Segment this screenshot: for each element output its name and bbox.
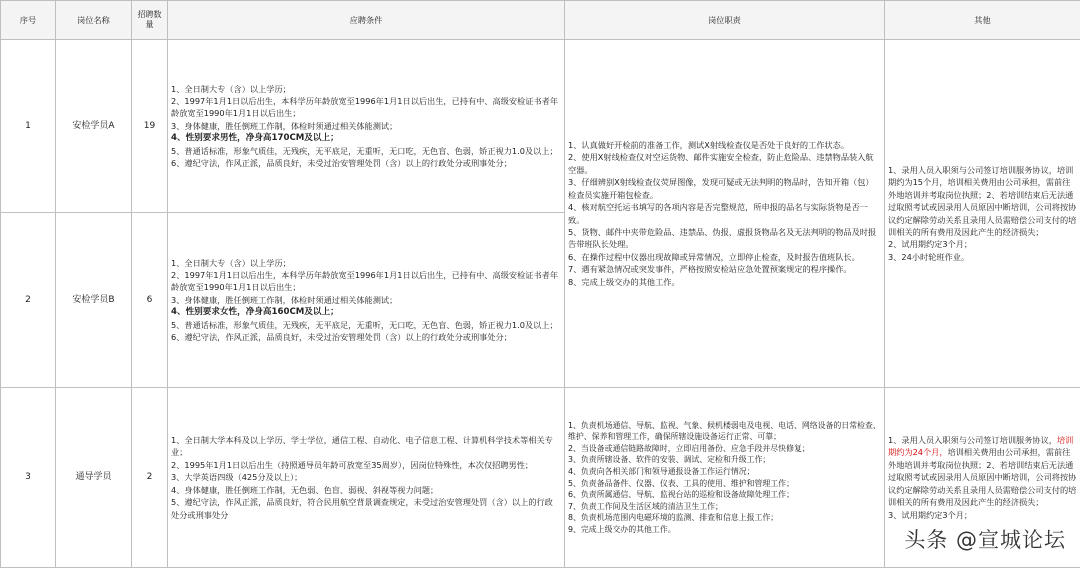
duty-line: 6、在操作过程中仪器出现故障或异常情况，立即停止检查，及时报告值班队长。 (568, 251, 860, 262)
row-name: 安检学员B (56, 213, 132, 388)
duty-line: 4、负责向各相关部门和领导通报设备工作运行情况； (568, 466, 755, 476)
duty-line: 7、遇有紧急情况或突发事件，严格按照安检站应急处置预案规定的程序操作。 (568, 264, 852, 275)
security-duties-cell (565, 40, 885, 388)
duty-line: 1、认真做好开检前的准备工作，测试X射线检查仪是否处于良好的工作状态。 (568, 140, 850, 151)
row-count: 19 (132, 40, 168, 213)
duty-line: 8、负责机场范围内电磁环境的监测、排查和信息上报工作； (568, 513, 779, 523)
condition-line: 1、全日制大学本科及以上学历、学士学位，通信工程、自动化、电子信息工程、计算机科学技术等相关专业； (171, 435, 553, 458)
header-count: 招聘数量 (132, 1, 168, 40)
row-count: 2 (132, 388, 168, 568)
condition-line: 5、普通话标准，形象气质佳，无残疾，无平底足，无重听，无口吃，无色盲、色弱，矫正视力1.0及以上； (171, 145, 558, 156)
other-line: 3、24小时轮班作业。 (888, 251, 970, 262)
duty-line: 4、核对航空托运书填写的各项内容是否完整规范，所申报的品名与实际货物是否一致。 (568, 202, 868, 225)
duty-line: 8、完成上级交办的其他工作。 (568, 276, 680, 287)
security-others-cell (885, 40, 1080, 388)
duty-line: 9、完成上级交办的其他工作。 (568, 524, 676, 534)
header-duties: 岗位职责 (565, 1, 885, 40)
duty-line: 3、负责所辖设备、软件的安装、调试、定检和升级工作； (568, 455, 771, 465)
table-row (1, 40, 1080, 213)
duty-line: 6、负责所属通信、导航、监视台站的巡检和设备故障处理工作； (568, 490, 794, 500)
condition-line: 4、身体健康，胜任倒班工作制，无色弱、色盲、弱视、斜视等视力问题； (171, 484, 439, 495)
header-others: 其他 (885, 1, 1080, 40)
row-no: 3 (1, 388, 56, 568)
condition-line: 3、大学英语四级（425分及以上）； (171, 472, 303, 483)
other-line (888, 434, 1077, 508)
condition-line: 5、遵纪守法，作风正派，品质良好，符合民用航空背景调查规定，未受过治安管理处罚（含）以上的行政处分或刑事处分 (171, 497, 553, 520)
duties-cell (565, 388, 885, 568)
condition-line: 2、1995年1月1日以后出生（持照通导员年龄可放宽至35周岁），因岗位特殊性，本次仅招聘男性； (171, 459, 534, 470)
duty-line: 5、货物、邮件中夹带危险品、违禁品、伪报、虚报货物品名及无法判明的物品及时报告带班队长处理。 (568, 226, 877, 250)
condition-line: 1、全日制大专（含）以上学历； (171, 83, 291, 94)
header-name: 岗位名称 (56, 1, 132, 40)
watermark: 头条 @宣城论坛 (904, 528, 1066, 552)
duty-line: 7、负责工作间及生活区域的清洁卫生工作； (568, 501, 723, 511)
header-conditions: 应聘条件 (168, 1, 565, 40)
row-count: 6 (132, 213, 168, 388)
other-text: 培训相关费用由公司承担，需前往外地培训并考取岗位执照；2、若培训结束后无法通过取照考试或因录用人员原因中断培训，公司将按协议约定解除劳动关系且录用人员需赔偿公司支付的培训相关的所有费用及因此产生的经济损失； (888, 447, 1077, 508)
condition-line-gender: 4、性别要求男性，净身高170CM及以上； (171, 133, 339, 144)
row-name: 安检学员A (56, 40, 132, 213)
row-name: 通导学员 (56, 388, 132, 568)
duty-line: 5、负责备品备件、仪器、仪表、工具的使用、维护和管理工作； (568, 478, 794, 488)
other-line: 2、试用期约定3个月； (888, 239, 973, 250)
condition-line: 2、1997年1月1日以后出生，本科学历年龄放宽至1996年1月1日以后出生，已持有中、高级安检证书者年龄放宽至1990年1月1日以后出生； (171, 95, 559, 119)
duty-line: 1、负责机场通信、导航、监视、气象、候机楼弱电及电视、电话、网络设备的日常检查、维护、保养和管理工作，确保所辖设施设备运行正常、可靠； (568, 420, 881, 442)
condition-line: 1、全日制大专（含）以上学历； (171, 257, 291, 268)
conditions-cell (168, 388, 565, 568)
conditions-cell (168, 213, 565, 388)
row-no: 2 (1, 213, 56, 388)
condition-line: 5、普通话标准，形象气质佳，无残疾，无平底足，无重听，无口吃，无色盲、色弱，矫正视力1.0及以上； (171, 319, 558, 330)
header-row (1, 1, 1080, 40)
condition-line-gender: 4、性别要求女性，净身高160CM及以上； (171, 307, 339, 318)
row-no: 1 (1, 40, 56, 213)
training-period-highlight: 培训期约为24个月， (888, 435, 1074, 458)
duty-line: 3、仔细辨别X射线检查仪荧屏图像，发现可疑或无法判明的物品时，告知开箱（包）检查员实施开箱包检查。 (568, 177, 874, 200)
other-line: 1、录用人员入职须与公司签订培训服务协议，培训期约为15个月，培训相关费用由公司承担，需前往外地培训并考取岗位执照；2、若培训结束后无法通过取照考试或因录用人员原因中断培训，公司将按协议约定解除劳动关系且录用人员需赔偿公司支付的培训相关的所有费用及因此产生的经济损失； (888, 164, 1077, 237)
condition-line: 6、遵纪守法，作风正派，品质良好，未受过治安管理处罚（含）以上的行政处分或刑事处分； (171, 332, 512, 343)
other-line: 3、试用期约定3个月； (888, 509, 973, 520)
header-no: 序号 (1, 1, 56, 40)
conditions-cell (168, 40, 565, 213)
condition-line: 3、身体健康，胜任倒班工作制，体检时须通过相关体能测试； (171, 120, 398, 131)
condition-line: 6、遵纪守法，作风正派，品质良好，未受过治安管理处罚（含）以上的行政处分或刑事处分； (171, 158, 512, 169)
condition-line: 2、1997年1月1日以后出生，本科学历年龄放宽至1996年1月1日以后出生，已持有中、高级安检证书者年龄放宽至1990年1月1日以后出生； (171, 269, 559, 293)
other-text: 1、录用人员入职须与公司签订培训服务协议， (888, 435, 1057, 446)
duty-line: 2、当设备或通信链路故障时，立即启用备份、应急手段并尽快修复； (568, 443, 810, 453)
condition-line: 3、身体健康，胜任倒班工作制，体检时须通过相关体能测试； (171, 294, 398, 305)
duty-line: 2、使用X射线检查仪对空运货物、邮件实施安全检查，防止危险品、违禁物品装入航空器。 (568, 152, 874, 175)
